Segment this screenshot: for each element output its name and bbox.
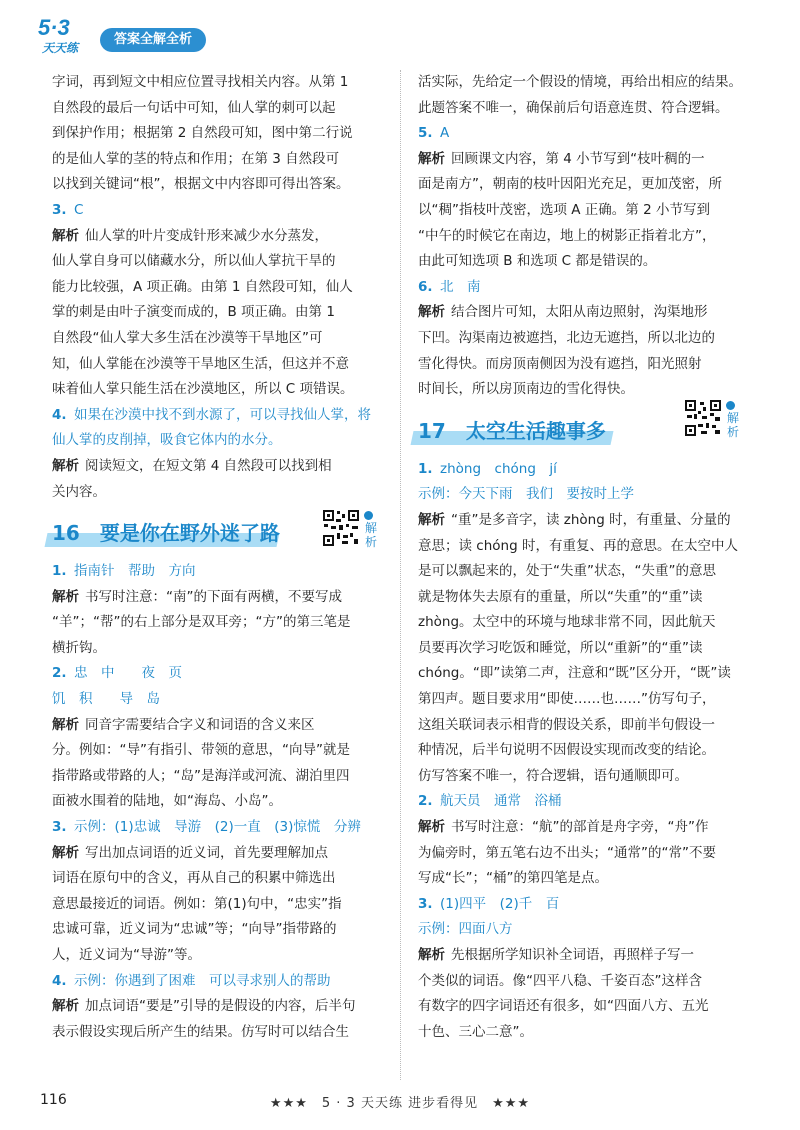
text-line: 面是南方”，朝南的枝叶因阳光充足，更加茂密，所 [418, 176, 722, 193]
play-icon [726, 401, 735, 410]
qr-code-icon[interactable] [322, 509, 360, 547]
text-line: 能力比较强，A 项正确。由第 1 自然段可知，仙人 [52, 278, 353, 295]
qr-label: 解析 [364, 521, 377, 550]
text-line: 同音字需要结合字义和词语的含义来区 [85, 716, 315, 733]
text-line: 以“稠”指枝叶茂密，选项 A 正确。第 2 小节写到 [418, 201, 710, 218]
s17-question-1 [394, 457, 763, 790]
text-line: 回顾课文内容，第 4 小节写到“枝叶稠的一 [451, 150, 705, 167]
s17-question-2 [394, 789, 763, 891]
answer: 忠 中 夜 页 [74, 665, 182, 682]
analysis-label: 解析 [52, 227, 79, 244]
text-line: 活实际，先给定一个假设的情境，再给出相应的结果。 [418, 74, 742, 90]
text-line: 分。例如：“导”有指引、带领的意思，“向导”就是 [52, 742, 350, 759]
header-title: 答案全解全析 [100, 28, 206, 52]
text-line: 员要再次学习吃饭和睡觉，所以“重新”的“重”读 [418, 639, 703, 656]
analysis-label: 解析 [52, 844, 79, 861]
text-line: 结合图片可知，太阳从南边照射，沟渠地形 [451, 304, 708, 321]
text-line: 自然段的最后一句话中可知，仙人掌的刺可以起 [52, 99, 336, 116]
answer: 北 南 [440, 278, 481, 295]
text-line: 加点词语“要是”引导的是假设的内容，后半句 [85, 998, 356, 1015]
right-column [418, 70, 763, 1045]
question-5 [394, 121, 763, 275]
text-line: 词语在原句中的含义，再从自己的积累中筛选出 [52, 870, 336, 887]
text-line: 仙人掌的叶片变成针形来减少水分蒸发， [85, 227, 328, 244]
question-number: 5. [418, 125, 433, 142]
text-line: 仙人掌自身可以储藏水分，所以仙人掌抗干旱的 [52, 253, 336, 270]
analysis-label: 解析 [418, 819, 445, 836]
text-line: 意思；读 chóng 时，有重复、再的意思。在太空中人 [418, 537, 738, 554]
question-number: 4. [52, 972, 67, 989]
section-17-title [418, 410, 763, 449]
text-line: 先根据所学知识补全词语，再照样子写一 [451, 947, 694, 963]
answer: 仙人掌的皮削掉，吸食它体内的水分。 [52, 432, 282, 449]
question-number: 3. [418, 895, 433, 912]
question-number: 4. [52, 406, 67, 423]
question-number: 3. [52, 819, 67, 836]
s16-question-3 [28, 815, 392, 969]
text-line: 就是物体失去原有的重量，所以“失重”的“重”读 [418, 588, 703, 605]
analysis-label: 解析 [418, 947, 445, 963]
text-line: “重”是多音字，读 zhòng 时，有重量、分量的 [451, 511, 731, 528]
text-line: 忠诚可靠，近义词为“忠诚”等；“向导”指带路的 [52, 921, 337, 938]
logo-top: 5·3 [38, 15, 70, 40]
answer-example: 示例：四面八方 [418, 921, 513, 938]
text-line: 写成“长”；“桶”的第四笔是点。 [418, 870, 608, 887]
text-line: 雪化得快。而房顶南侧因为没有遮挡，阳光照射 [418, 355, 702, 372]
left-column [52, 70, 392, 1045]
text-line: 阅读短文，在短文第 4 自然段可以找到相 [85, 457, 332, 474]
text-line: 人，近义词为“导游”等。 [52, 947, 201, 963]
text-line: 书写时注意：“南”的下面有两横，不要写成 [85, 588, 342, 605]
text-line: 时间长，所以房顶南边的雪化得快。 [418, 381, 634, 398]
question-number: 6. [418, 278, 433, 295]
continued-paragraph [418, 70, 763, 121]
text-line: 仿写答案不唯一，符合逻辑，语句通顺即可。 [418, 767, 688, 784]
text-line: 有数字的四字词语还有很多，如“四面八方、五光 [418, 998, 709, 1015]
text-line: 由此可知选项 B 和选项 C 都是错误的。 [418, 253, 657, 270]
s16-question-2 [28, 661, 392, 815]
answer: 航天员 通常 浴桶 [440, 793, 562, 810]
text-line: 表示假设实现后所产生的结果。仿写时可以结合生 [52, 1023, 349, 1040]
text-line: 书写时注意：“航”的部首是舟字旁，“舟”作 [451, 819, 709, 836]
answer: 指南针 帮助 方向 [74, 563, 196, 580]
text-line: 横折钩。 [52, 639, 106, 656]
analysis-label: 解析 [418, 511, 445, 528]
text-line: chóng。“即”读第二声，注意和“既”区分开，“既”读 [418, 665, 731, 682]
text-line: 知，仙人掌能在沙漠等干旱地区生活，但这并不意 [52, 355, 349, 372]
analysis-label: 解析 [418, 150, 445, 167]
analysis-label: 解析 [52, 998, 79, 1015]
continued-paragraph [52, 70, 392, 198]
answer: 饥 积 导 岛 [52, 691, 160, 708]
text-line: 下凹。沟渠南边被遮挡，北边无遮挡，所以北边的 [418, 329, 715, 346]
footer-slogan: ★★★ 5 · 3 天天练 进步看得见 ★★★ [269, 1096, 531, 1111]
text-line: 是可以飘起来的，处于“失重”状态，“失重”的意思 [418, 563, 716, 580]
text-line: 的是仙人掌的茎的特点和作用；在第 3 自然段可 [52, 150, 340, 167]
analysis-label: 解析 [418, 304, 445, 321]
logo-bottom: 天天练 [42, 41, 79, 55]
text-line: 个类似的词语。像“四平八稳、千姿百态”这样含 [418, 972, 702, 989]
text-line: 种情况，后半句说明不因假设实现而改变的结论。 [418, 742, 715, 759]
answer: C [74, 201, 84, 218]
answer: zhòng chóng jí [440, 460, 557, 477]
play-icon [364, 511, 373, 520]
answer: A [440, 125, 450, 142]
text-line: 这组关联词表示相背的假设关系，即前半句假设一 [418, 716, 715, 733]
analysis-label: 解析 [52, 457, 79, 474]
text-line: 指带路或带路的人；“岛”是海洋或河流、湖泊里四 [52, 767, 350, 784]
answer: 示例：你遇到了困难 可以寻求别人的帮助 [74, 972, 331, 989]
text-line: 面被水围着的陆地，如“海岛、小岛”。 [52, 793, 282, 810]
section-16-title [52, 515, 392, 551]
s16-question-1 [28, 559, 392, 661]
text-line: 掌的刺是由叶子演变而成的，B 项正确。由第 1 [52, 304, 335, 321]
page-number: 116 [40, 1092, 67, 1108]
section-title-text: 17 太空生活趣事多 [418, 418, 606, 443]
text-line: “中午的时候它在南边，地上的树影正指着北方”， [418, 227, 716, 244]
s17-question-3 [394, 892, 763, 1046]
text-line: 写出加点词语的近义词，首先要理解加点 [85, 844, 328, 861]
text-line: 第四声。题目要求用“即使……也……”仿写句子， [418, 691, 716, 708]
section-title-text: 16 要是你在野外迷了路 [52, 521, 280, 546]
page-header [30, 14, 770, 64]
question-3 [28, 198, 392, 403]
answer: 示例：(1)忠诚 导游 (2)一直 (3)惊慌 分辨 [74, 819, 361, 836]
answer-example: 示例：今天下雨 我们 要按时上学 [418, 486, 634, 503]
question-4 [28, 403, 392, 505]
text-line: 味着仙人掌只能生活在沙漠地区，所以 C 项错误。 [52, 381, 354, 398]
question-number: 3. [52, 201, 67, 218]
question-number: 1. [52, 563, 67, 580]
question-number: 1. [418, 460, 433, 477]
qr-label: 解析 [726, 410, 739, 439]
analysis-label: 解析 [52, 588, 79, 605]
analysis-label: 解析 [52, 716, 79, 733]
text-line: 到保护作用；根据第 2 自然段可知，图中第二行说 [52, 125, 353, 142]
question-number: 2. [418, 793, 433, 810]
text-line: 以找到关键词“根”，根据文中内容即可得出答案。 [52, 176, 350, 193]
text-line: 为偏旁时，第五笔右边不出头；“通常”的“常”不要 [418, 844, 716, 861]
text-line: 字词，再到短文中相应位置寻找相关内容。从第 1 [52, 74, 349, 90]
text-line: “羊”；“帮”的右上部分是双耳旁；“方”的第三笔是 [52, 614, 351, 631]
question-number: 2. [52, 665, 67, 682]
text-line: zhòng。太空中的环境与地球非常不同，因此航天 [418, 614, 716, 631]
text-line: 此题答案不唯一，确保前后句语意连贯、符合逻辑。 [418, 99, 729, 116]
s16-question-4 [28, 969, 392, 1046]
answer: (1)四平 (2)千 百 [440, 895, 560, 912]
text-line: 关内容。 [52, 483, 106, 500]
text-line: 自然段“仙人掌大多生活在沙漠等干旱地区”可 [52, 329, 323, 346]
answer: 如果在沙漠中找不到水源了，可以寻找仙人掌，将 [74, 406, 371, 423]
text-line: 意思最接近的词语。例如：第(1)句中，“忠实”指 [52, 895, 342, 912]
question-6 [394, 275, 763, 403]
brand-logo [38, 15, 92, 58]
qr-code-icon[interactable] [684, 399, 722, 437]
text-line: 十色、三心二意”。 [418, 1023, 533, 1040]
